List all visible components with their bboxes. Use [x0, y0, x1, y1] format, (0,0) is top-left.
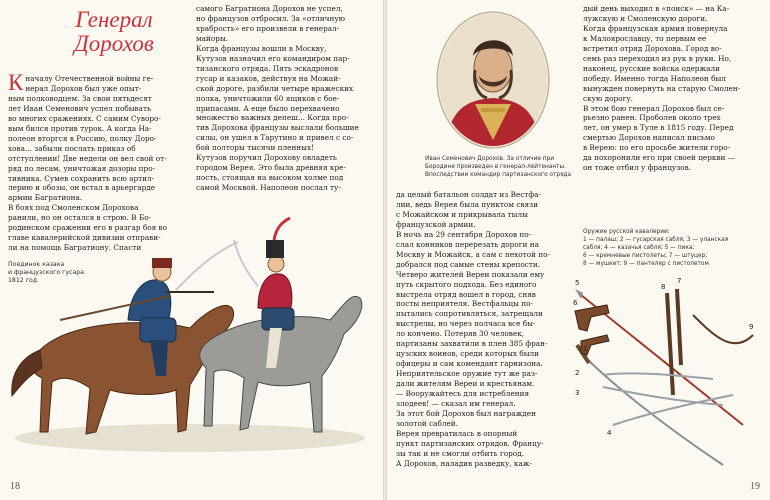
- weapon-number: 7: [677, 277, 682, 285]
- cossack-hussar-illustration: [0, 200, 383, 460]
- weapons-caption: Оружие русской кавалерии: 1 — палаш; 2 — гусарская сабля; 3 — уланская сабля; 4 — казачья сабля; 5 — пика; 6 — кремневые пистолеты; 7 — штуцер; 8 — мушкет; 9 — пантелер с пистолетом: [583, 229, 729, 267]
- weapons-illustration: [573, 275, 769, 475]
- left-column-2: самого Багратиона Дорохов не успел, но французов отбросил. За «отличную храбрость» его произвели в генерал- майоры. Когда французы вошли в Москву, Кутузов назначил его командиром пар- тизанского отряда. Пять эскадронов гусар и казаков, действуя на Можай- ской дороге, разбили четыре вражеских полка, уничтожили 60 ящиков с бое- припасами. А еще было перехвачено множество важных депеш... Когда про- тив Дорохова французы выслали большие силы, он ушел в Тарутино и привел с со- бой полторы тысячи пленных! Кутузов поручил Дорохову овладеть городом Верея. Это была древняя кре- пость, стоящая на высоком холме под самой Москвой. Наполеон послал ту-: [196, 4, 359, 193]
- rifles-7-8: [667, 289, 681, 395]
- weapon-number: 6: [573, 299, 578, 307]
- cossack-horse: [12, 305, 234, 434]
- left-page: [0, 0, 383, 500]
- right-page: [387, 0, 770, 500]
- illustration-caption: Поединок казака и французского гусара. 1812 год: [8, 261, 86, 284]
- right-column-2: дый день выходил в «поиск» — на Ка- лужскую и Смоленскую дороги. Когда французская армия повернула к Малоярославцу, то первым ее встретил отряд Дорохова. Город во- семь раз переходил из рук в руки. Но, наконец, русские войска одержали победу. Именно тогда Наполеон был вынужден повернуть на старую Смолен- скую дорогу. В этом бою генерал Дорохов был се- рьезно ранен. Проболев около трех лет, он умер в Туле в 1815 году. Перед смертью Дорохов написал письмо в Верею: по его просьбе жители горо- да похоронили его при своей церкви — он тоже отбил у французов.: [583, 4, 741, 173]
- dorokhov-portrait: [435, 10, 551, 150]
- page-number-left: 18: [10, 481, 20, 492]
- weapon-number: 1: [583, 345, 588, 353]
- portrait-caption: Иван Семенович Дорохов. За отличие при Бородине произведен в генерал-лейтенанты. Впоследствии командир партизанского отряда: [425, 156, 572, 178]
- drop-cap: К: [8, 70, 24, 95]
- weapon-number: 2: [575, 369, 580, 377]
- weapon-number: 8: [661, 283, 666, 291]
- page-number-right: 19: [750, 481, 760, 492]
- page-title: Генерал Дорохов: [74, 7, 154, 56]
- left-column-1: Кначалу Отечественной войны ге- нерал Дорохов был уже опыт- ным полководцем. За свои пятьдесят лет Иван Семенович успел побывать во многих сражениях. С самим Суворо- вым бился против турок. А когда На- полеон вторгся в Россию, полку Доро- хова... забыли послать приказ об отступлении! Две недели он вел свой от- ряд по лесам, уничтожая дозоры про- тивника. Сумев сохранить всю артил- лерию и обозы, он встал в арьергарде армии Багратиона. В боях под Смоленском Дорохова ранили, но он остался в строю. В Бо- родинском сражении его в разгар боя во главе кавалерийской дивизии отправи- ли на помощь Багратиону. Спасти: [8, 70, 168, 253]
- sabres-2-3-4: [603, 373, 733, 425]
- right-column-1: да целый батальон солдат из Вестфа- лии, ведь Верея была пунктом связи с Можайском и прикрывала тылы французской армии. В ночь на 29 сентября Дорохов по- слал конников перерезать дороги на Москву и Можайск, а сам с пехотой по- добрался под самые стены крепости. Четверо жителей Вереи показали ему путь скрытого подхода. Без единого выстрела отряд вошел в город, сняв посты неприятеля. Вестфальцы по- пытались сопротивляться, затрещали выстрелы, но через полчаса все бы- ло кончено. Потеряв 30 человек, партизаны захватили в плен 385 фран- цузских воинов, среди которых были офицеры и сам комендант гарнизона. Неприятельское оружие тут же раз- дали жителям Вереи и крестьянам. — Вооружайтесь для истребления злодеев! — сказал им генерал. За этот бой Дорохов был награжден золотой саблей. Верея превратилась в опорный пункт партизанских отрядов. Францу- зы так и не смогли отбить город. А Дорохов, наладив разведку, каж-: [396, 190, 551, 468]
- weapon-number: 4: [607, 429, 612, 437]
- weapon-number: 5: [575, 279, 580, 287]
- pantaleer-9: [693, 315, 753, 343]
- weapon-number: 9: [749, 323, 754, 331]
- weapon-number: 3: [575, 389, 580, 397]
- sabre-1: [577, 345, 723, 465]
